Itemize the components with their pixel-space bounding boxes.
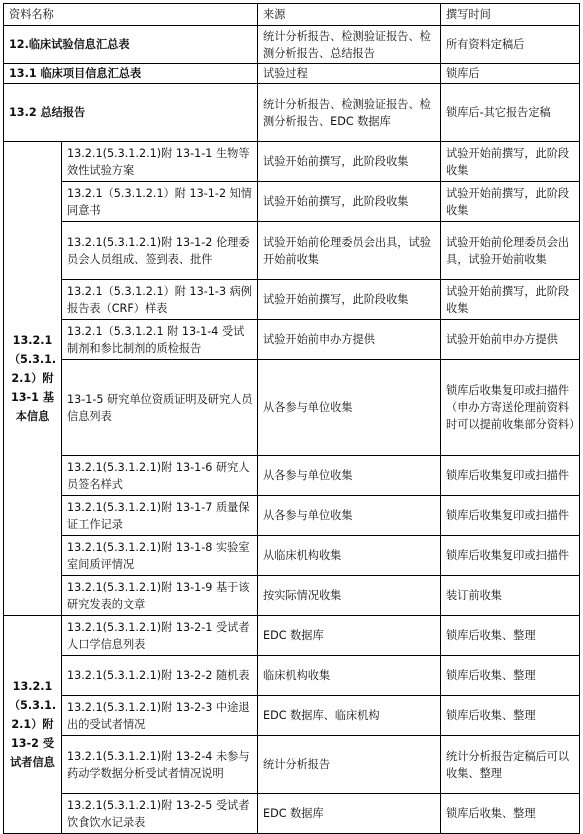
row-name: 13.2.1(5.3.1.2.1)附 13-1-9 基于该研究发表的文章 xyxy=(62,576,258,616)
table-row xyxy=(4,182,580,222)
header-name: 资料名称 xyxy=(4,4,258,26)
row-time: 试验开始前撰写，此阶段收集 xyxy=(441,142,580,182)
row-name: 13.2.1(5.3.1.2.1)附 13-1-8 实验室室间质评情况 xyxy=(62,536,258,576)
table-row xyxy=(4,84,580,142)
header-time: 撰写时间 xyxy=(441,4,580,26)
row-source: 从临床机构收集 xyxy=(258,536,441,576)
table-row xyxy=(4,496,580,536)
table-row xyxy=(4,142,580,182)
row-time: 锁库后收集、整理 xyxy=(441,696,580,736)
header-row xyxy=(4,4,580,26)
row-source: 统计分析报告 xyxy=(258,736,441,794)
row-time: 所有资料定稿后 xyxy=(441,26,580,64)
row-time: 统计分析报告定稿后可以收集、整理 xyxy=(441,736,580,794)
row-name: 13.2.1(5.3.1.2.1)附 13-1-1 生物等效性试验方案 xyxy=(62,142,258,182)
table-row xyxy=(4,320,580,360)
row-name: 13.2.1（5.3.1.2.1）附 13-1-3 病例报告表（CRF）样表 xyxy=(62,280,258,320)
table-row xyxy=(4,736,580,794)
row-name: 13.2.1(5.3.1.2.1)附 13-2-5 受试者饮食饮水记录表 xyxy=(62,794,258,834)
row-source: 从各参与单位收集 xyxy=(258,496,441,536)
header-source: 来源 xyxy=(258,4,441,26)
table-row xyxy=(4,456,580,496)
row-time: 锁库后收集、整理 xyxy=(441,794,580,834)
row-source: 试验过程 xyxy=(258,64,441,84)
row-time: 装订前收集 xyxy=(441,576,580,616)
row-source: EDC 数据库、临床机构 xyxy=(258,696,441,736)
row-time: 锁库后 xyxy=(441,64,580,84)
row-source: EDC 数据库 xyxy=(258,794,441,834)
row-time: 锁库后收集、整理 xyxy=(441,656,580,696)
row-source: 统计分析报告、检测验证报告、检测分析报告、总结报告 xyxy=(258,26,441,64)
table-row xyxy=(4,26,580,64)
row-time: 试验开始前申办方提供 xyxy=(441,320,580,360)
row-time: 试验开始前撰写，此阶段收集 xyxy=(441,280,580,320)
row-source: EDC 数据库 xyxy=(258,616,441,656)
row-name: 13.2.1(5.3.1.2.1)附 13-1-6 研究人员签名样式 xyxy=(62,456,258,496)
row-name: 13.2.1(5.3.1.2.1)附 13-1-2 伦理委员会人员组成、签到表、批件 xyxy=(62,222,258,280)
row-name: 13.2.1(5.3.1.2.1)附 13-1-7 质量保证工作记录 xyxy=(62,496,258,536)
row-name: 13.2.1(5.3.1.2.1)附 13-2-4 未参与药动学数据分析受试者情况说明 xyxy=(62,736,258,794)
row-source: 试验开始前撰写，此阶段收集 xyxy=(258,142,441,182)
row-name: 13.2 总结报告 xyxy=(4,84,258,142)
row-time: 试验开始前撰写，此阶段收集 xyxy=(441,182,580,222)
table-row xyxy=(4,222,580,280)
row-source: 临床机构收集 xyxy=(258,656,441,696)
table-row xyxy=(4,656,580,696)
row-source: 试验开始前撰写，此阶段收集 xyxy=(258,182,441,222)
row-name: 13.2.1(5.3.1.2.1)附 13-2-1 受试者人口学信息列表 xyxy=(62,616,258,656)
group-label: 13.2.1（5.3.1.2.1）附 13-2 受试者信息 xyxy=(4,616,62,834)
info-table xyxy=(3,3,580,834)
row-time: 试验开始前伦理委员会出具，试验开始前收集 xyxy=(441,222,580,280)
row-name: 13.2.1(5.3.1.2.1)附 13-2-2 随机表 xyxy=(62,656,258,696)
row-name: 13.2.1（5.3.1.2.1 附 13-1-4 受试制剂和参比制剂的质检报告 xyxy=(62,320,258,360)
row-name: 13-1-5 研究单位资质证明及研究人员信息列表 xyxy=(62,360,258,456)
row-time: 锁库后收集复印或扫描件（申办方寄送伦理前资料时可以提前收集部分资料） xyxy=(441,360,580,456)
row-source: 从各参与单位收集 xyxy=(258,456,441,496)
row-time: 锁库后-其它报告定稿 xyxy=(441,84,580,142)
row-time: 锁库后收集、整理 xyxy=(441,616,580,656)
document-page xyxy=(3,3,579,834)
table-row xyxy=(4,696,580,736)
table-row xyxy=(4,64,580,84)
row-time: 锁库后收集复印或扫描件 xyxy=(441,456,580,496)
row-source: 从各参与单位收集 xyxy=(258,360,441,456)
table-row xyxy=(4,536,580,576)
group-label: 13.2.1（5.3.1.2.1）附 13-1 基本信息 xyxy=(4,142,62,616)
row-time: 锁库后收集复印或扫描件 xyxy=(441,496,580,536)
row-time: 锁库后收集复印或扫描件 xyxy=(441,536,580,576)
row-source: 统计分析报告、检测验证报告、检测分析报告、EDC 数据库 xyxy=(258,84,441,142)
row-source: 试验开始前伦理委员会出具，试验开始前收集 xyxy=(258,222,441,280)
row-name: 13.1 临床项目信息汇总表 xyxy=(4,64,258,84)
row-source: 试验开始前撰写，此阶段收集 xyxy=(258,280,441,320)
row-source: 试验开始前申办方提供 xyxy=(258,320,441,360)
row-name: 13.2.1（5.3.1.2.1）附 13-1-2 知情同意书 xyxy=(62,182,258,222)
table-row xyxy=(4,616,580,656)
table-row xyxy=(4,576,580,616)
row-name: 12.临床试验信息汇总表 xyxy=(4,26,258,64)
row-name: 13.2.1(5.3.1.2.1)附 13-2-3 中途退出的受试者情况 xyxy=(62,696,258,736)
table-row xyxy=(4,360,580,456)
table-row xyxy=(4,794,580,834)
row-source: 按实际情况收集 xyxy=(258,576,441,616)
table-row xyxy=(4,280,580,320)
